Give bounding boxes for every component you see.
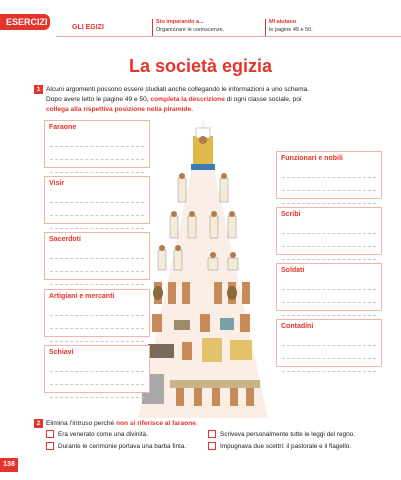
option-text: Scriveva personalmente tutte le leggi del regno. <box>220 430 355 438</box>
answer-line[interactable] <box>50 314 144 316</box>
checkbox[interactable] <box>208 442 216 450</box>
answer-line[interactable] <box>282 202 376 204</box>
answer-line[interactable] <box>50 158 144 160</box>
page-number: 138 <box>0 458 18 472</box>
answer-line[interactable] <box>50 283 144 285</box>
box-scribi <box>276 207 382 255</box>
answer-line[interactable] <box>282 344 376 346</box>
ex2-text-b: non si riferisce al faraone <box>116 420 196 427</box>
option-1[interactable] <box>46 430 148 438</box>
answer-line[interactable] <box>50 396 144 398</box>
box-label: Scribi <box>281 211 301 218</box>
exercise-2-number: 2 <box>34 419 43 428</box>
learning-goal-title: Sto imparando a... <box>156 19 204 25</box>
answer-line[interactable] <box>282 258 376 260</box>
chapter-title: GLI EGIZI <box>72 24 104 31</box>
checkbox[interactable] <box>46 442 54 450</box>
header-separator <box>152 19 153 36</box>
header-separator <box>265 19 266 36</box>
ex2-text-c: . <box>195 420 198 427</box>
social-pyramid-illustration <box>138 118 268 418</box>
option-text: Durante le cerimonie portava una barba finta. <box>58 442 187 450</box>
answer-line[interactable] <box>282 245 376 247</box>
box-label: Faraone <box>49 124 77 131</box>
header-rule <box>56 36 401 37</box>
box-schiavi <box>44 345 150 393</box>
answer-line[interactable] <box>282 370 376 372</box>
learning-goal <box>156 18 224 34</box>
exercise-1-instructions <box>34 85 364 115</box>
box-sacerdoti <box>44 232 150 280</box>
answer-line[interactable] <box>50 370 144 372</box>
answer-line[interactable] <box>50 227 144 229</box>
answer-line[interactable] <box>282 288 376 290</box>
checkbox[interactable] <box>208 430 216 438</box>
option-text: Era venerato come una divinità. <box>58 430 148 438</box>
page-title: La società egizia <box>128 56 273 76</box>
option-2[interactable] <box>208 430 355 438</box>
answer-line[interactable] <box>50 171 144 173</box>
option-3[interactable] <box>46 442 186 450</box>
option-4[interactable] <box>208 442 351 450</box>
answer-line[interactable] <box>282 189 376 191</box>
answer-line[interactable] <box>50 145 144 147</box>
option-text: Impugnava due scettri: il pastorale e il flagello. <box>220 442 352 450</box>
help-pages-title: Mi aiutano <box>269 19 297 25</box>
answer-line[interactable] <box>50 270 144 272</box>
answer-line[interactable] <box>282 314 376 316</box>
box-faraone <box>44 120 150 168</box>
instr-line-3: collega alla rispettiva posizione nella piramide. <box>46 106 193 113</box>
checkbox[interactable] <box>46 430 54 438</box>
box-soldati <box>276 263 382 311</box>
box-label: Visir <box>49 180 65 187</box>
answer-line[interactable] <box>50 257 144 259</box>
pharaoh-figure <box>191 128 215 170</box>
answer-line[interactable] <box>50 383 144 385</box>
answer-line[interactable] <box>50 201 144 203</box>
instr-line-2b: completa la descrizione <box>150 96 225 103</box>
box-label: Artigiani e mercanti <box>49 293 115 300</box>
answer-line[interactable] <box>282 357 376 359</box>
answer-line[interactable] <box>50 327 144 329</box>
answer-line[interactable] <box>282 301 376 303</box>
box-label: Sacerdoti <box>49 236 81 243</box>
instr-line-1: Alcuni argomenti possono essere studiati anche collegando le informazioni a uno schema. <box>46 86 310 93</box>
exercise-2-instructions <box>34 419 198 428</box>
answer-line[interactable] <box>50 214 144 216</box>
box-contadini <box>276 319 382 367</box>
instr-line-2a: Dopo avere letto le pagine 49 e 50, <box>46 96 151 103</box>
instr-line-2c: di ogni classe sociale, poi <box>224 96 302 103</box>
box-funzionari-nobili <box>276 151 382 199</box>
box-visir <box>44 176 150 224</box>
exercise-1-number: 1 <box>34 85 43 94</box>
box-artigiani-mercanti <box>44 289 150 337</box>
ex2-text-a: Elimina l’intruso perché <box>46 420 116 427</box>
section-tag: ESERCIZI <box>0 14 50 30</box>
help-pages-text: le pagine 49 e 50. <box>269 27 313 33</box>
learning-goal-text: Organizzare le conoscenze. <box>156 27 225 33</box>
answer-line[interactable] <box>282 176 376 178</box>
answer-line[interactable] <box>282 232 376 234</box>
box-label: Soldati <box>281 267 305 274</box>
help-pages <box>269 18 313 34</box>
answer-line[interactable] <box>50 340 144 342</box>
box-label: Funzionari e nobili <box>281 155 343 162</box>
box-label: Contadini <box>281 323 314 330</box>
box-label: Schiavi <box>49 349 74 356</box>
